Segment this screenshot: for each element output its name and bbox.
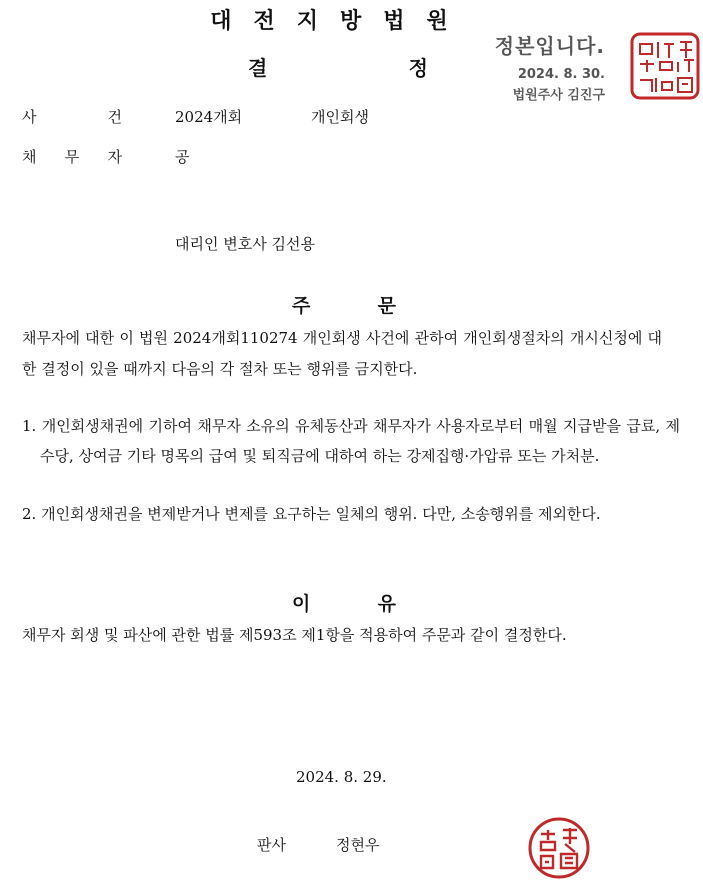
court-seal-icon [630,32,700,100]
case-number: 2024개회 [175,108,243,126]
order-heading-char: 주 [292,295,311,317]
order-item: 2. 개인회생채권을 변제받거나 변제를 요구하는 일체의 행위. 다만, 소송행위를 제외한다. [22,505,601,523]
certification-clerk: 법원주사 김진구 [512,88,605,103]
judge-name: 정현우 [336,836,380,854]
reason-heading [292,589,396,616]
certification-stamp [495,30,605,103]
debtor-label-char: 채 [22,148,37,166]
case-label [22,106,122,127]
order-item: 1. 개인회생채권에 기하여 채무자 소유의 유체동산과 채무자가 사용자로부터 매월 지급받을 급료, 제수당, 상여금 기타 명목의 급여 및 퇴직금에 대하여 하는 강제집행·가압류 또는 가처분. [22,417,680,465]
order-heading-char: 문 [377,295,396,317]
debtor-label-char: 자 [107,148,122,166]
decision-date: 2024. 8. 29. [296,768,387,786]
certification-label: 정본입니다. [494,34,605,58]
order-heading [292,291,396,318]
decision-title-char: 정 [408,56,428,80]
order-intro: 채무자에 대한 이 법원 2024개회110274 개인회생 사건에 관하여 개인회생절차의 개시신청에 대한 결정이 있을 때까지 다음의 각 절차 또는 행위를 금지한다. [22,329,662,378]
reason-heading-char: 유 [377,593,396,615]
certification-date: 2024. 8. 30. [517,67,605,82]
judge-label: 판사 [257,836,286,854]
reason-text: 채무자 회생 및 파산에 관한 법률 제593조 제1항을 적용하여 주문과 같이 결정한다. [22,626,567,644]
decision-title-char: 결 [248,56,268,80]
debtor-representative: 대리인 변호사 김선용 [175,235,315,253]
debtor-name: 공 [175,148,190,166]
case-type: 개인회생 [311,108,369,126]
debtor-label [22,146,122,167]
judge-seal-icon [527,816,591,880]
decision-title [248,52,428,81]
reason-heading-char: 이 [292,593,311,615]
debtor-label-char: 무 [64,148,80,166]
court-name: 대전지방법원 [210,9,470,34]
case-label-char: 사 [22,108,37,126]
case-label-char: 건 [107,108,122,126]
